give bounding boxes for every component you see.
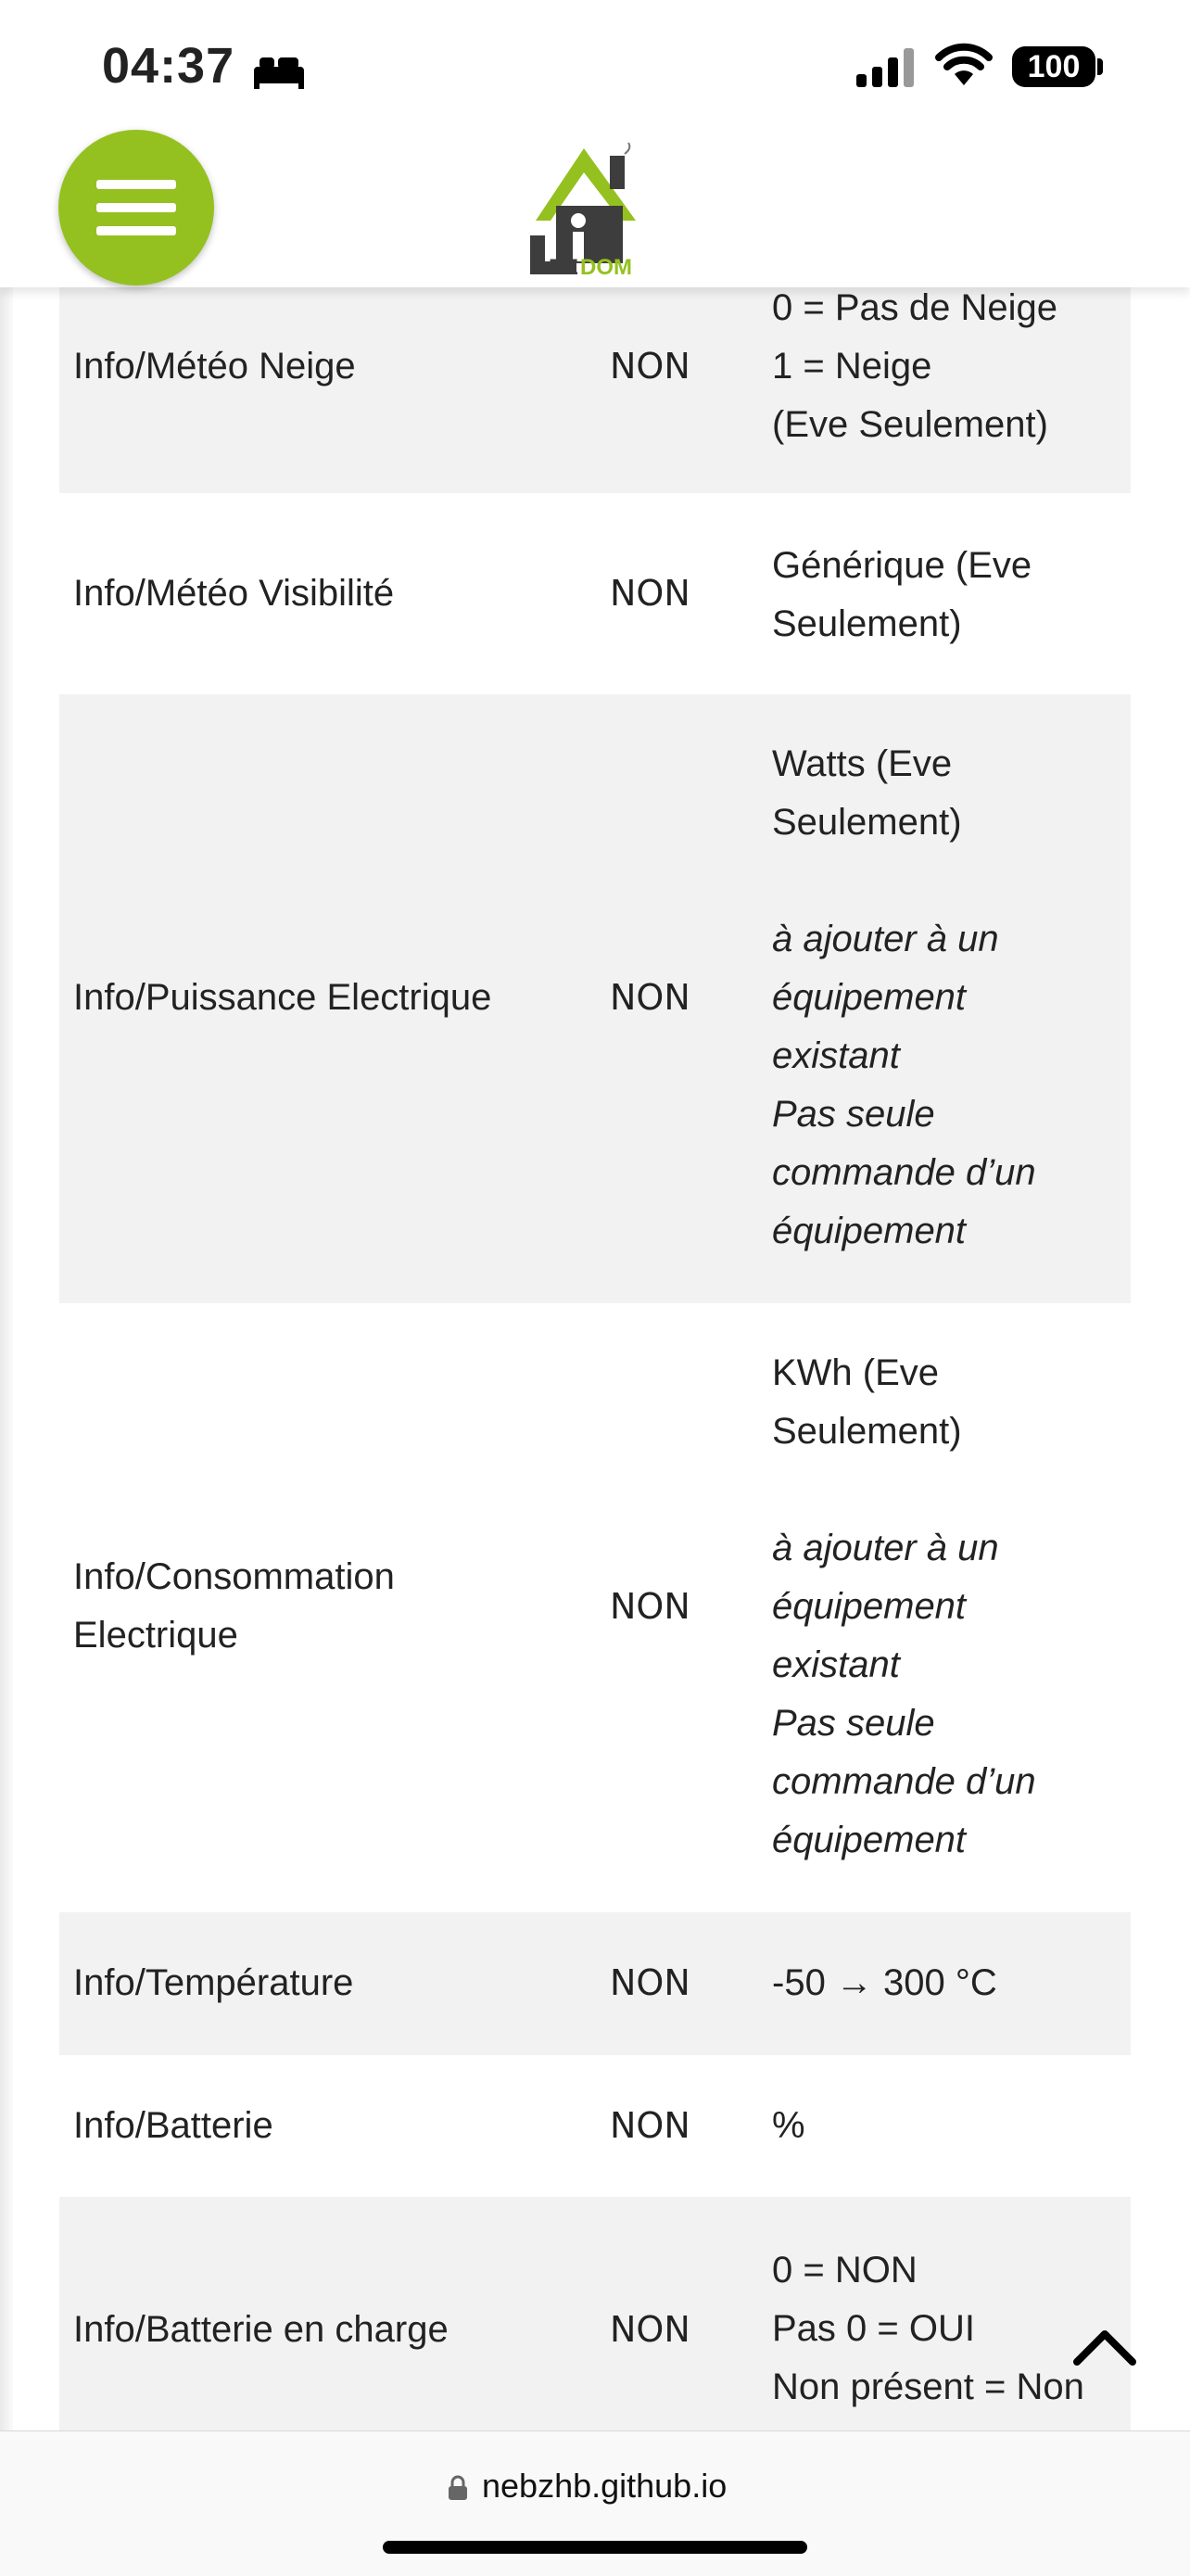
required-value: NON	[610, 2105, 690, 2146]
page-edge	[0, 132, 13, 2430]
details-line: 0 = NON	[772, 2250, 918, 2290]
battery-tip	[1097, 58, 1103, 75]
note-line: équipement	[772, 1820, 967, 1860]
status-time: 04:37	[102, 38, 235, 94]
details-line: Seulement)	[772, 603, 962, 644]
table-row	[59, 278, 1131, 493]
jeedom-logo[interactable]	[521, 139, 669, 286]
logo-text-ee: EE	[549, 255, 579, 280]
table-row	[59, 1912, 1131, 2055]
required-value: NON	[610, 573, 690, 614]
command-name: Info/Météo Neige	[73, 346, 356, 387]
note-line: équipement	[772, 1211, 967, 1251]
note-line: existant	[772, 1644, 900, 1685]
commands-table	[59, 278, 1131, 2475]
note-line: commande d’un	[772, 1152, 1036, 1193]
command-name: Info/Batterie en charge	[73, 2309, 449, 2350]
note-line: Pas seule	[772, 1094, 935, 1135]
bed-icon	[252, 54, 306, 91]
details-line: KWh (Eve	[772, 1352, 940, 1393]
details-cell	[772, 1344, 1124, 1870]
command-name-line: Info/Consommation	[73, 1556, 395, 1597]
table-row	[59, 694, 1131, 1303]
details-line: Non présent = Non	[772, 2367, 1084, 2407]
note-line: commande d’un	[772, 1761, 1036, 1802]
note-line: équipement	[772, 977, 967, 1018]
details-line: Seulement)	[772, 802, 962, 843]
cellular-signal-icon	[855, 46, 919, 89]
battery-indicator: 100	[1012, 46, 1095, 87]
chevron-up-icon[interactable]	[1071, 2325, 1138, 2367]
table-row	[59, 1303, 1131, 1912]
wifi-icon	[934, 43, 994, 89]
note-line: Pas seule	[772, 1703, 935, 1744]
home-indicator[interactable]	[383, 2541, 807, 2554]
note-line: à ajouter à un	[772, 919, 999, 959]
note-line: existant	[772, 1035, 900, 1076]
details-line: 1 = Neige	[772, 346, 932, 387]
required-value: NON	[610, 1586, 690, 1627]
details-line: 0 = Pas de Neige	[772, 287, 1057, 328]
details-line: (Eve Seulement)	[772, 404, 1048, 445]
details-line: %	[772, 2105, 805, 2146]
table-row	[59, 2055, 1131, 2197]
details-line: Générique (Eve	[772, 545, 1032, 586]
lock-icon	[447, 2474, 469, 2502]
details-line: Watts (Eve	[772, 743, 953, 784]
command-name: Info/Puissance Electrique	[73, 977, 492, 1018]
details-cell	[772, 735, 1124, 1261]
required-value: NON	[610, 977, 690, 1018]
details-line: Seulement)	[772, 1411, 962, 1452]
menu-button[interactable]	[58, 130, 214, 286]
command-name: Info/Température	[73, 1962, 354, 2003]
table-row	[59, 493, 1131, 694]
details-cell	[772, 279, 1124, 454]
note-line: équipement	[772, 1586, 967, 1627]
command-name-line: Electrique	[73, 1615, 238, 1656]
details-line: -50 → 300 °C	[772, 1962, 997, 2003]
browser-bottom-bar	[0, 2430, 1190, 2576]
command-name: Info/Batterie	[73, 2105, 273, 2146]
required-value: NON	[610, 346, 690, 387]
logo-text-dom: DOM	[580, 255, 632, 280]
details-line: Pas 0 = OUI	[772, 2308, 975, 2349]
note-line: à ajouter à un	[772, 1528, 999, 1568]
command-name	[73, 1548, 395, 1665]
command-name: Info/Météo Visibilité	[73, 573, 395, 614]
required-value: NON	[610, 1962, 690, 2003]
url-field[interactable]: nebzhb.github.io	[482, 2467, 728, 2505]
details-cell	[772, 537, 1124, 654]
required-value: NON	[610, 2309, 690, 2350]
status-bar	[0, 0, 1190, 132]
